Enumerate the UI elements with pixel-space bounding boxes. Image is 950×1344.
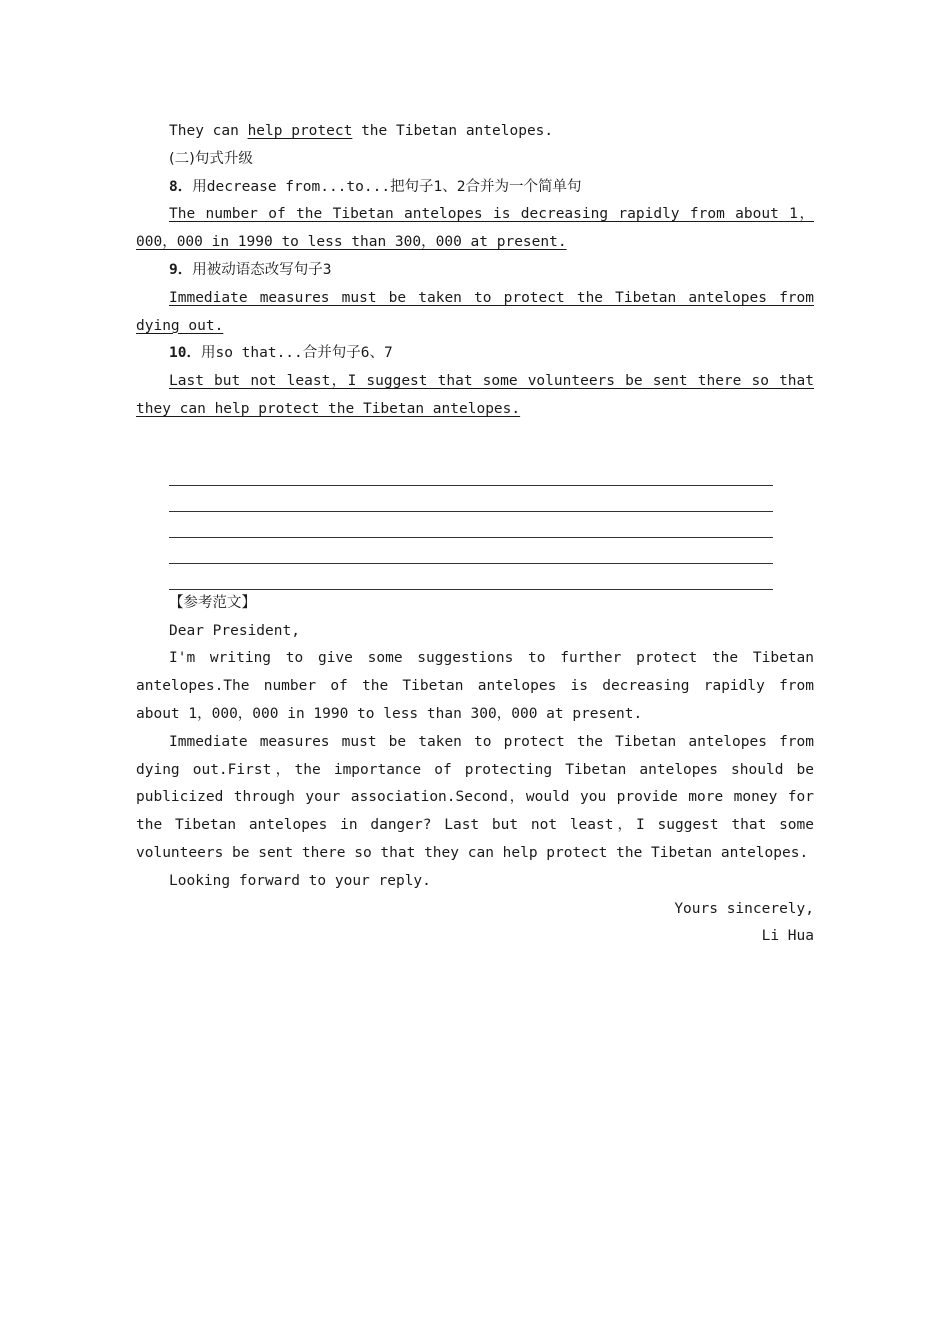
previous-answer-underlined: help protect	[247, 123, 353, 139]
question-10-answer	[136, 368, 814, 424]
writing-line	[169, 460, 773, 486]
letter-signature: Li Hua	[761, 928, 814, 945]
question-8-answer-text: The number of the Tibetan antelopes is decreasing rapidly from about 1，000，000 in 1990 to less than 300，000 at present.	[136, 206, 814, 251]
question-10-text: 用so that...合并句子6、7	[200, 345, 393, 362]
letter-greeting: Dear President,	[169, 622, 300, 639]
question-10-number: 10．	[169, 345, 201, 362]
letter-paragraph-1: I'm writing to give some suggestions to further protect the Tibetan antelopes.The number of the Tibetan antelopes is decreasing rapidly from about 1，000，000 in 1990 to less than 300，000 at present.	[136, 650, 814, 722]
writing-line	[169, 564, 773, 590]
writing-line	[169, 512, 773, 538]
previous-answer-line	[136, 118, 814, 146]
question-10-answer-text: Last but not least，I suggest that some volunteers be sent there so that they can help protect the Tibetan antelopes.	[136, 373, 814, 417]
question-9-prompt	[136, 257, 814, 285]
document-page	[136, 118, 814, 951]
question-10-prompt	[136, 340, 814, 368]
question-8-text: 用decrease from...to...把句子1、2合并为一个简单句	[192, 178, 582, 195]
previous-answer-prefix: They can	[169, 123, 248, 139]
question-9-answer-text: Immediate measures must be taken to protect the Tibetan antelopes from dying out.	[136, 289, 814, 334]
question-9-number: 9．	[169, 261, 193, 278]
writing-lines	[169, 460, 773, 590]
previous-answer-suffix: the Tibetan antelopes.	[352, 123, 554, 139]
question-9-answer	[136, 285, 814, 341]
letter-paragraph-2: Immediate measures must be taken to protect the Tibetan antelopes from dying out.First，the importance of protecting Tibetan antelopes should be publicized through your association.Second，would you provide more money for the Tibetan antelopes in danger? Last but not least，I suggest that some volunteers be sent there so that they can help protect the Tibetan antelopes.	[136, 733, 814, 861]
letter-closing: Yours sincerely,	[674, 900, 814, 917]
question-8-number: 8．	[169, 178, 193, 195]
writing-line	[169, 538, 773, 564]
question-8-prompt	[136, 174, 814, 202]
question-9-text: 用被动语态改写句子3	[192, 261, 332, 278]
section-title: (二)句式升级	[169, 150, 253, 167]
writing-line	[169, 486, 773, 512]
sample-heading: 【参考范文】	[169, 594, 256, 611]
question-8-answer	[136, 201, 814, 257]
letter-paragraph-3: Looking forward to your reply.	[169, 872, 431, 889]
